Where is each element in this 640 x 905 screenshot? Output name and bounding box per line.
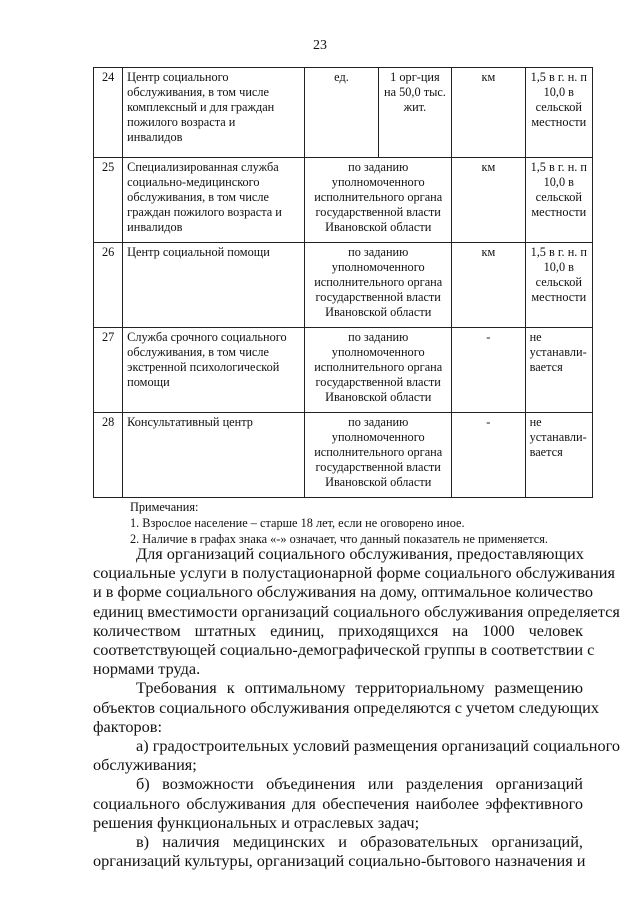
cell-line: Служба срочного социального xyxy=(127,330,287,344)
cell-line: на 50,0 тыс. xyxy=(383,85,446,99)
cell-line: местности xyxy=(531,115,587,129)
unit-and-norm-merged xyxy=(305,158,452,243)
cell-line: по заданию xyxy=(348,330,409,344)
facility-name xyxy=(123,68,305,158)
cell-line: сельской xyxy=(535,100,582,114)
cell-line: не xyxy=(529,330,542,344)
distance-unit: км xyxy=(452,68,525,158)
cell-line: Ивановской области xyxy=(325,220,432,234)
facilities-table xyxy=(93,67,593,498)
cell-line: 1,5 в г. н. п xyxy=(530,70,588,84)
cell-line: уполномоченного xyxy=(331,260,425,274)
cell-line: уполномоченного xyxy=(331,345,425,359)
accessibility xyxy=(525,413,592,498)
text-line: Для организаций социального обслуживания, предоставляющих xyxy=(136,544,584,563)
text-line: нормами труда. xyxy=(93,659,201,679)
notes-block xyxy=(130,499,548,547)
cell-line: Ивановской области xyxy=(325,390,432,404)
unit-and-norm-merged xyxy=(305,243,452,328)
cell-line: вается xyxy=(529,445,563,459)
text-line: социального обслуживания для обеспечения наиболее эффективного xyxy=(93,793,583,813)
cell-line: сельской xyxy=(535,275,582,289)
text-line: объектов социального обслуживания определяются с учетом следующих xyxy=(93,697,600,717)
cell-line: обслуживания, в том числе xyxy=(127,190,269,204)
facility-name xyxy=(123,328,305,413)
distance-unit: км xyxy=(452,158,525,243)
cell-line: Консультативный центр xyxy=(127,415,253,429)
cell-line: жит. xyxy=(403,100,427,114)
cell-line: 1,5 в г. н. п xyxy=(530,160,588,174)
cell-line: комплексный и для граждан xyxy=(127,100,275,114)
cell-line: местности xyxy=(531,205,587,219)
cell-line: социально-медицинского xyxy=(127,175,260,189)
table-row xyxy=(94,328,593,413)
cell-line: Ивановской области xyxy=(325,305,432,319)
row-number: 24 xyxy=(94,68,123,158)
text-line: Требования к оптимальному территориальному размещению xyxy=(136,678,583,698)
cell-line: обслуживания, в том числе xyxy=(127,85,269,99)
row-number: 26 xyxy=(94,243,123,328)
cell-line: 10,0 в xyxy=(543,85,574,99)
distance-unit: км xyxy=(452,243,525,328)
text-line: организаций культуры, организаций социально-бытового назначения и xyxy=(93,851,586,871)
text-line: единиц вместимости организаций социального обслуживания определяется xyxy=(93,601,620,621)
cell-line: устанавли- xyxy=(529,345,587,359)
text-line: а) градостроительных условий размещения организаций социального xyxy=(136,736,621,756)
paragraph xyxy=(93,736,621,775)
cell-line: государственной власти xyxy=(315,205,441,219)
cell-line: 1,5 в г. н. п xyxy=(530,245,588,259)
accessibility xyxy=(525,243,592,328)
text-line: б) возможности объединения или разделения организаций xyxy=(136,774,583,794)
cell-line: граждан пожилого возраста и xyxy=(127,205,282,219)
cell-line: пожилого возраста и xyxy=(127,115,236,129)
row-number: 25 xyxy=(94,158,123,243)
paragraph xyxy=(93,774,583,832)
cell-line: инвалидов xyxy=(127,130,183,144)
table-row xyxy=(94,243,593,328)
row-number: 27 xyxy=(94,328,123,413)
cell-line: 10,0 в xyxy=(543,175,574,189)
text-line: в) наличия медицинских и образовательных организаций, xyxy=(136,832,583,852)
cell-line: исполнительного органа xyxy=(314,275,443,289)
cell-line: по заданию xyxy=(348,415,409,429)
unit-and-norm-merged xyxy=(305,328,452,413)
text-line: решения функциональных и отраслевых задач; xyxy=(93,812,420,832)
table-row xyxy=(94,158,593,243)
distance-unit: - xyxy=(452,413,525,498)
cell-line: сельской xyxy=(535,190,582,204)
note-item-2: 2. Наличие в графах знака «-» означает, что данный показатель не применяется. xyxy=(130,532,548,546)
notes-title: Примечания: xyxy=(130,500,199,514)
cell-line: местности xyxy=(531,290,587,304)
body-text xyxy=(93,544,621,871)
cell-line: государственной власти xyxy=(315,290,441,304)
cell-line: помощи xyxy=(127,375,170,389)
cell-line: исполнительного органа xyxy=(314,445,443,459)
table-row xyxy=(94,68,593,158)
cell-line: устанавли- xyxy=(529,430,587,444)
accessibility xyxy=(525,328,592,413)
facility-name xyxy=(123,158,305,243)
cell-line: государственной власти xyxy=(315,460,441,474)
cell-line: по заданию xyxy=(348,160,409,174)
text-line: обслуживания; xyxy=(93,755,197,775)
cell-line: 1 орг-ция xyxy=(390,70,440,84)
cell-line: экстренной психологической xyxy=(127,360,280,374)
text-line: и в форме социального обслуживания на дому, оптимальное количество xyxy=(93,582,594,602)
accessibility xyxy=(525,68,592,158)
text-line: соответствующей социально-демографической группы в соответствии с xyxy=(93,640,595,660)
cell-line: исполнительного органа xyxy=(314,190,443,204)
cell-line: Центр социального xyxy=(127,70,229,84)
text-line: социальные услуги в полустационарной форме социального обслуживания xyxy=(93,563,615,583)
norm xyxy=(378,68,451,158)
facility-name xyxy=(123,413,305,498)
paragraph xyxy=(93,832,586,871)
cell-line: инвалидов xyxy=(127,220,183,234)
cell-line: уполномоченного xyxy=(331,175,425,189)
cell-line: Центр социальной помощи xyxy=(127,245,270,259)
text-line: факторов: xyxy=(93,716,163,736)
unit-and-norm-merged xyxy=(305,413,452,498)
text-line: количеством штатных единиц, приходящихся на 1000 человек xyxy=(93,620,583,640)
paragraph xyxy=(93,544,620,679)
facility-name xyxy=(123,243,305,328)
cell-line: исполнительного органа xyxy=(314,360,443,374)
cell-line: не xyxy=(529,415,542,429)
unit: ед. xyxy=(305,68,378,158)
table-row xyxy=(94,413,593,498)
page-number: 23 xyxy=(313,38,327,53)
row-number: 28 xyxy=(94,413,123,498)
cell-line: Специализированная служба xyxy=(127,160,279,174)
cell-line: Ивановской области xyxy=(325,475,432,489)
cell-line: по заданию xyxy=(348,245,409,259)
cell-line: обслуживания, в том числе xyxy=(127,345,269,359)
cell-line: уполномоченного xyxy=(331,430,425,444)
accessibility xyxy=(525,158,592,243)
distance-unit: - xyxy=(452,328,525,413)
note-item-1: 1. Взрослое население – старше 18 лет, если не оговорено иное. xyxy=(130,516,465,530)
cell-line: 10,0 в xyxy=(543,260,574,274)
cell-line: государственной власти xyxy=(315,375,441,389)
paragraph xyxy=(93,678,600,736)
cell-line: вается xyxy=(529,360,563,374)
